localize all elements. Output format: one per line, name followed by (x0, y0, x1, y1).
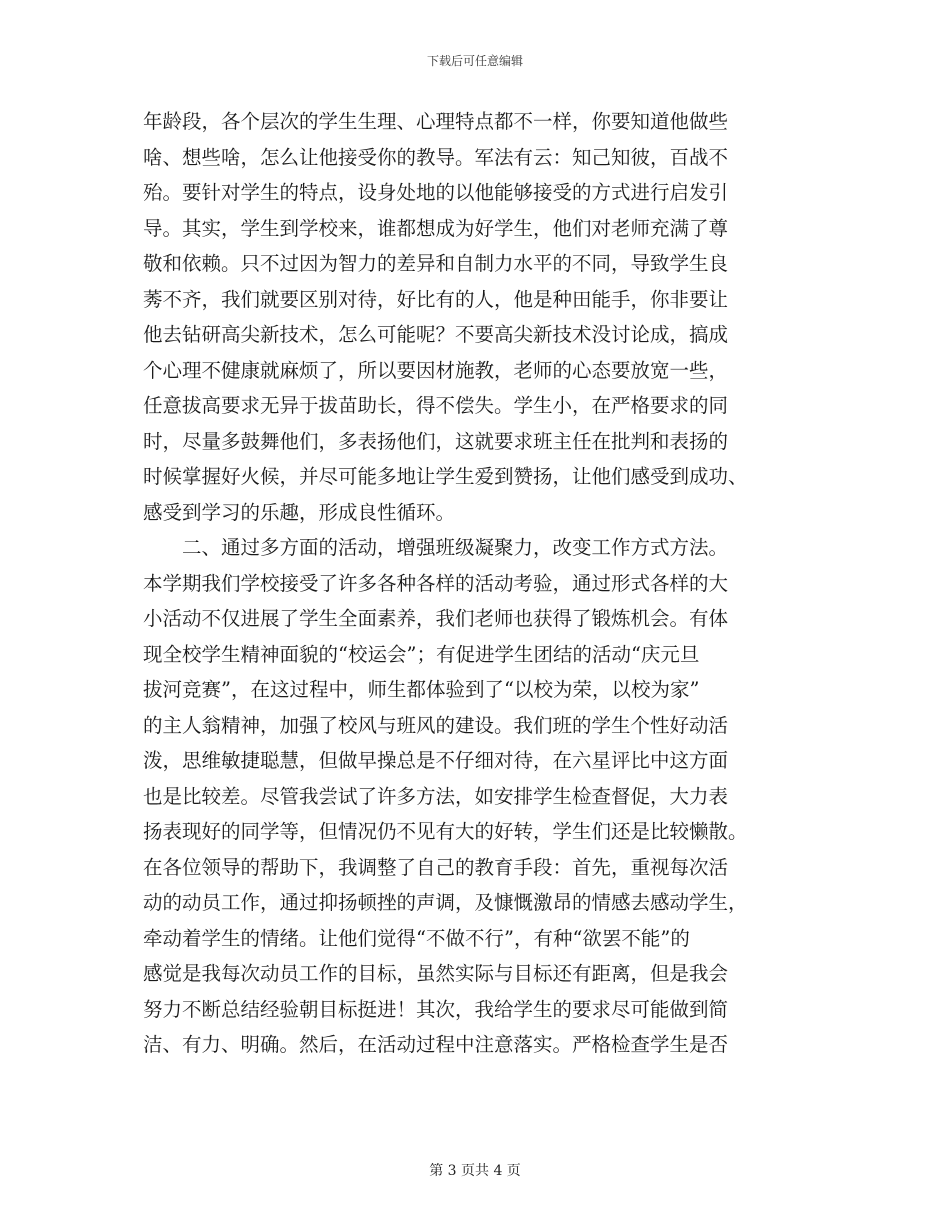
text-line: 也是比较差。尽管我尝试了许多方法，如安排学生检查督促，大力表 (143, 784, 729, 808)
text-line: 在各位领导的帮助下，我调整了自己的教育手段：首先，重视每次活 (143, 855, 729, 879)
text-line: 拔河竞赛”，在这过程中，师生都体验到了“以校为荣，以校为家” (143, 678, 700, 701)
text-line: 时，尽量多鼓舞他们，多表扬他们，这就要求班主任在批判和表扬的 (143, 429, 729, 453)
page-header: 下载后可任意编辑 (426, 54, 523, 68)
text-line: 殆。要针对学生的特点，设身处地的以他能够接受的方式进行启发引 (143, 181, 729, 204)
page-number-footer: 第 3 页共 4 页 (429, 1163, 521, 1179)
text-line: 他去钻研高尖新技术，怎么可能呢？不要高尖新技术没讨论成，搞成 (143, 323, 729, 346)
text-line: 个心理不健康就麻烦了，所以要因材施教，老师的心态要放宽一些， (143, 358, 729, 382)
document-body (143, 104, 813, 1063)
text-line: 本学期我们学校接受了许多各种各样的活动考验，通过形式各样的大 (143, 571, 729, 595)
text-line: 啥、想些啥，怎么让他接受你的教导。军法有云：知己知彼，百战不 (143, 145, 729, 169)
text-line: 感觉是我每次动员工作的目标，虽然实际与目标还有距离，但是我会 (143, 962, 729, 985)
text-line: 努力不断总结经验朝目标挺进！其次，我给学生的要求尽可能做到简 (143, 997, 729, 1021)
text-line: 导。其实，学生到学校来，谁都想成为好学生，他们对老师充满了尊 (143, 216, 729, 240)
text-line: 小活动不仅进展了学生全面素养，我们老师也获得了锻炼机会。有体 (143, 607, 729, 630)
text-line: 泼，思维敏捷聪慧，但做早操总是不仔细对待，在六星评比中这方面 (143, 749, 729, 772)
text-line: 年龄段，各个层次的学生生理、心理特点都不一样，你要知道他做些 (143, 110, 729, 133)
text-line: 莠不齐，我们就要区别对待，好比有的人，他是种田能手，你非要让 (143, 287, 729, 311)
section-heading-line: 二、通过多方面的活动，增强班级凝聚力，改变工作方式方法。 (143, 536, 729, 559)
text-line: 时候掌握好火候，并尽可能多地让学生爱到赞扬，让他们感受到成功、 (143, 465, 748, 488)
text-line: 洁、有力、明确。然后，在活动过程中注意落实。严格检查学生是否 (143, 1033, 729, 1056)
text-line: 敬和依赖。只不过因为智力的差异和自制力水平的不同，导致学生良 (143, 252, 729, 275)
text-line: 扬表现好的同学等，但情况仍不见有大的好转，学生们还是比较懒散。 (143, 820, 748, 843)
text-line: 的主人翁精神，加强了校风与班风的建设。我们班的学生个性好动活 (143, 713, 729, 737)
text-line: 牵动着学生的情绪。让他们觉得“不做不行”，有种“欲罢不能”的 (143, 926, 690, 950)
text-line: 感受到学习的乐趣，形成良性循环。 (143, 500, 456, 524)
text-line: 现全校学生精神面貌的“校运会”；有促进学生团结的活动“庆元旦 (143, 642, 700, 666)
text-line: 任意拔高要求无异于拔苗助长，得不偿失。学生小，在严格要求的同 (143, 394, 729, 417)
text-line: 动的动员工作，通过抑扬顿挫的声调，及慷慨激昂的情感去感动学生， (143, 891, 748, 914)
